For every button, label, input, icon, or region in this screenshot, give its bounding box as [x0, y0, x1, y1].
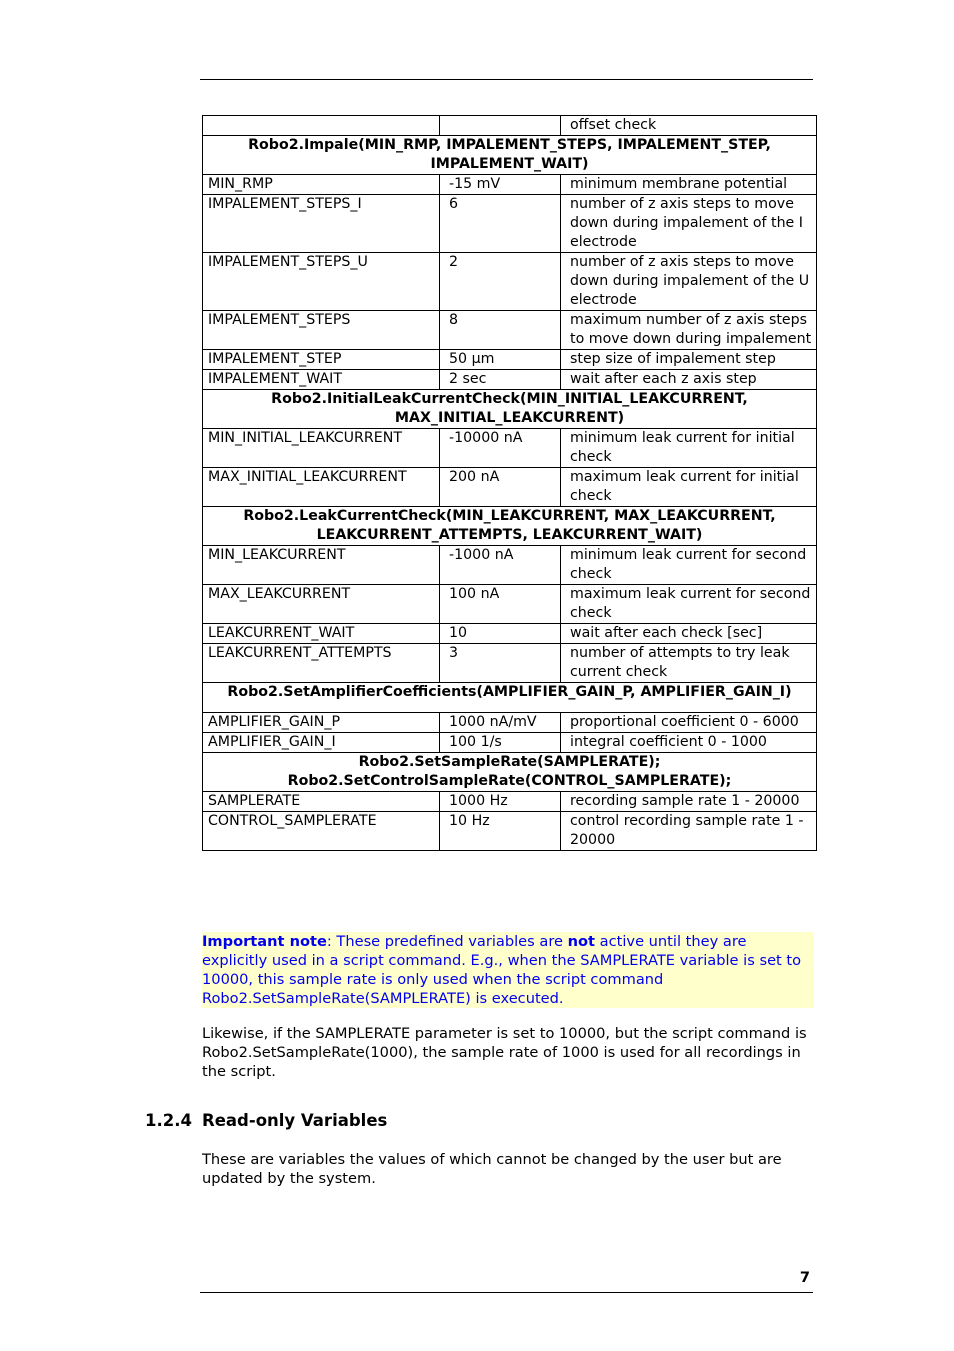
parameter-value-cell: -1000 nA: [440, 546, 561, 585]
parameter-description-cell: maximum leak current for second check: [561, 585, 817, 624]
table-row: [203, 468, 817, 507]
parameter-name-cell: IMPALEMENT_STEPS_U: [203, 253, 440, 311]
parameter-name-cell: IMPALEMENT_STEP: [203, 350, 440, 370]
table-row: [203, 713, 817, 733]
parameter-value-cell: 50 µm: [440, 350, 561, 370]
table-row: [203, 546, 817, 585]
parameter-description-cell: minimum leak current for second check: [561, 546, 817, 585]
parameter-description-cell: number of z axis steps to move down during impalement of the U electrode: [561, 253, 817, 311]
section-header-cell: Robo2.SetAmplifierCoefficients(AMPLIFIER_GAIN_P, AMPLIFIER_GAIN_I): [203, 683, 817, 713]
table-row: [203, 644, 817, 683]
parameter-value-cell: 100 nA: [440, 585, 561, 624]
section-number: 1.2.4: [145, 1111, 192, 1130]
parameter-value-cell: 10 Hz: [440, 812, 561, 851]
table-row: [203, 792, 817, 812]
parameter-description-cell: offset check: [561, 116, 817, 136]
table-row: [203, 370, 817, 390]
parameter-value-cell: 1000 nA/mV: [440, 713, 561, 733]
parameter-description-cell: recording sample rate 1 - 20000: [561, 792, 817, 812]
parameter-description-cell: maximum leak current for initial check: [561, 468, 817, 507]
note-text-2: active until they are explicitly used in a script command. E.g., when the SAMPLERATE variable is set to 10000, this sample rate is only used when the script command Robo2.SetSampleRate(SAMPLERATE) is executed.: [202, 933, 802, 1007]
parameter-table-body: [203, 116, 817, 851]
parameter-value-cell: 3: [440, 644, 561, 683]
parameter-value-cell: 2 sec: [440, 370, 561, 390]
table-row: [203, 253, 817, 311]
section-header-cell: Robo2.LeakCurrentCheck(MIN_LEAKCURRENT, MAX_LEAKCURRENT, LEAKCURRENT_ATTEMPTS, LEAKCURRENT_WAIT): [203, 507, 817, 546]
parameter-description-cell: control recording sample rate 1 - 20000: [561, 812, 817, 851]
parameter-name-cell: SAMPLERATE: [203, 792, 440, 812]
table-section-header-row: [203, 136, 817, 175]
parameter-value-cell: 1000 Hz: [440, 792, 561, 812]
table-row: [203, 624, 817, 644]
parameter-name-cell: CONTROL_SAMPLERATE: [203, 812, 440, 851]
table-section-header-row: [203, 753, 817, 792]
parameter-description-cell: wait after each z axis step: [561, 370, 817, 390]
parameter-value-cell: 6: [440, 195, 561, 253]
parameter-description-cell: integral coefficient 0 - 1000: [561, 733, 817, 753]
header-rule: [200, 79, 813, 80]
parameter-value-cell: 2: [440, 253, 561, 311]
note-emphasis: not: [567, 933, 596, 950]
section-title: Read-only Variables: [202, 1111, 388, 1130]
parameter-value-cell: [440, 116, 561, 136]
parameter-table: [202, 115, 817, 851]
parameter-name-cell: IMPALEMENT_STEPS_I: [203, 195, 440, 253]
parameter-value-cell: 100 1/s: [440, 733, 561, 753]
parameter-description-cell: proportional coefficient 0 - 6000: [561, 713, 817, 733]
section-header-cell: Robo2.InitialLeakCurrentCheck(MIN_INITIAL_LEAKCURRENT, MAX_INITIAL_LEAKCURRENT): [203, 390, 817, 429]
table-row: [203, 175, 817, 195]
table-row: [203, 585, 817, 624]
parameter-description-cell: number of z axis steps to move down during impalement of the I electrode: [561, 195, 817, 253]
page-number: 7: [799, 1269, 810, 1286]
section-header-cell: Robo2.Impale(MIN_RMP, IMPALEMENT_STEPS, IMPALEMENT_STEP, IMPALEMENT_WAIT): [203, 136, 817, 175]
parameter-description-cell: wait after each check [sec]: [561, 624, 817, 644]
parameter-description-cell: number of attempts to try leak current check: [561, 644, 817, 683]
footer-rule: [200, 1292, 813, 1293]
note-label: Important note: [202, 933, 327, 950]
parameter-value-cell: -15 mV: [440, 175, 561, 195]
table-section-header-row: [203, 683, 817, 713]
parameter-name-cell: MIN_LEAKCURRENT: [203, 546, 440, 585]
table-row: [203, 733, 817, 753]
important-note: [202, 932, 814, 1008]
table-section-header-row: [203, 390, 817, 429]
parameter-name-cell: MIN_RMP: [203, 175, 440, 195]
parameter-description-cell: maximum number of z axis steps to move down during impalement: [561, 311, 817, 350]
parameter-value-cell: -10000 nA: [440, 429, 561, 468]
parameter-description-cell: minimum membrane potential: [561, 175, 817, 195]
table-row: [203, 350, 817, 370]
parameter-name-cell: [203, 116, 440, 136]
parameter-description-cell: step size of impalement step: [561, 350, 817, 370]
parameter-value-cell: 10: [440, 624, 561, 644]
parameter-name-cell: MIN_INITIAL_LEAKCURRENT: [203, 429, 440, 468]
parameter-name-cell: LEAKCURRENT_WAIT: [203, 624, 440, 644]
parameter-name-cell: IMPALEMENT_WAIT: [203, 370, 440, 390]
parameter-description-cell: minimum leak current for initial check: [561, 429, 817, 468]
parameter-value-cell: 8: [440, 311, 561, 350]
note-text-1: : These predefined variables are: [326, 933, 568, 950]
table-row: [203, 116, 817, 136]
table-row: [203, 429, 817, 468]
parameter-name-cell: IMPALEMENT_STEPS: [203, 311, 440, 350]
parameter-name-cell: AMPLIFIER_GAIN_I: [203, 733, 440, 753]
table-row: [203, 195, 817, 253]
paragraph-likewise: Likewise, if the SAMPLERATE parameter is set to 10000, but the script command is Robo2.SetSampleRate(1000), the sample rate of 1000 is used for all recordings in the script.: [202, 1025, 807, 1080]
section-header-cell: Robo2.SetSampleRate(SAMPLERATE); Robo2.SetControlSampleRate(CONTROL_SAMPLERATE);: [203, 753, 817, 792]
table-row: [203, 812, 817, 851]
table-row: [203, 311, 817, 350]
paragraph-read-only: These are variables the values of which cannot be changed by the user but are updated by the system.: [202, 1151, 782, 1187]
parameter-name-cell: AMPLIFIER_GAIN_P: [203, 713, 440, 733]
parameter-value-cell: 200 nA: [440, 468, 561, 507]
table-section-header-row: [203, 507, 817, 546]
parameter-name-cell: LEAKCURRENT_ATTEMPTS: [203, 644, 440, 683]
parameter-name-cell: MAX_LEAKCURRENT: [203, 585, 440, 624]
parameter-name-cell: MAX_INITIAL_LEAKCURRENT: [203, 468, 440, 507]
